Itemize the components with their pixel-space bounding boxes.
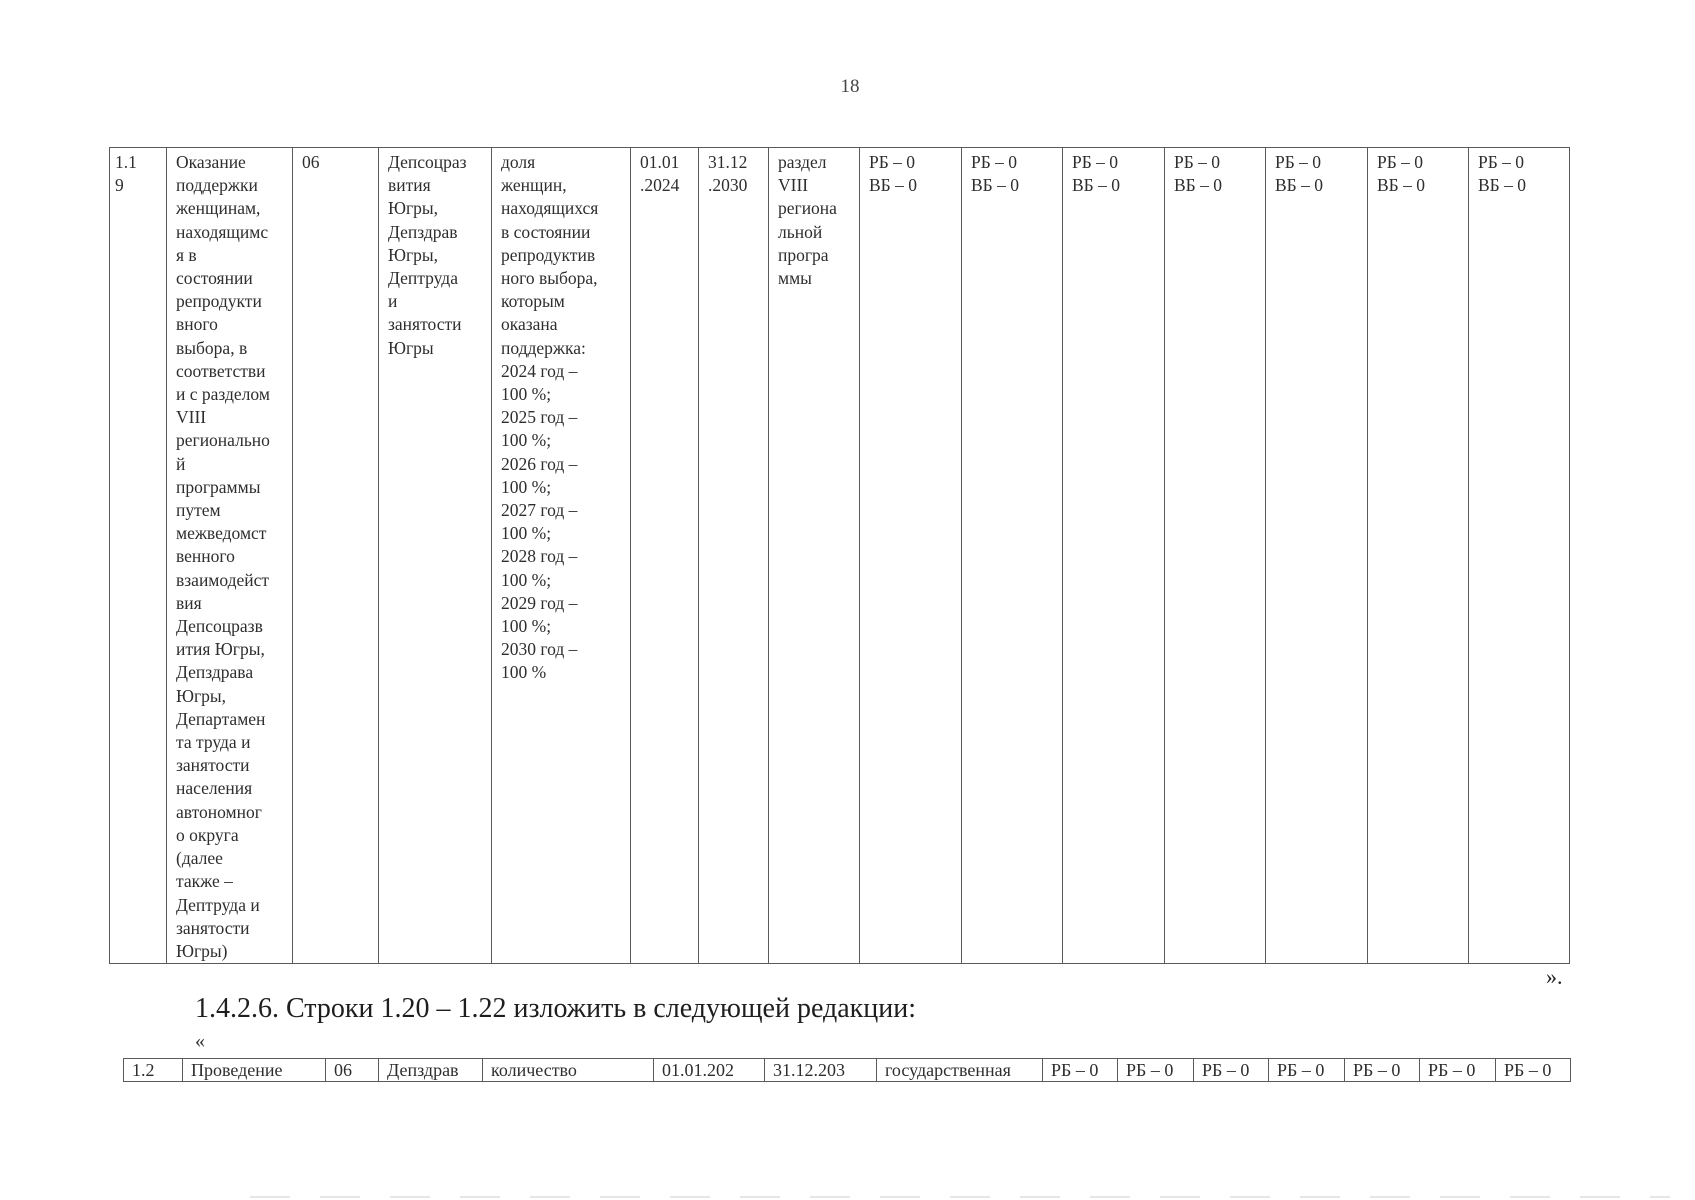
cell-line: которым <box>501 291 565 312</box>
cell-line: ития Югры, <box>176 639 265 660</box>
cell-row-number <box>110 148 167 964</box>
amended-rows-table <box>123 1058 1571 1082</box>
cell-line: РБ – 0 <box>1072 152 1119 172</box>
cell-line: взаимодейст <box>176 569 270 590</box>
cell-line: ВБ – 0 <box>971 175 1019 196</box>
cell-line: 100 %; <box>501 569 552 590</box>
cell-line: Депсоцразв <box>176 616 263 637</box>
cell-funding <box>1368 148 1469 964</box>
cell-line: 2028 год – <box>501 546 578 567</box>
cell-line: 100 % <box>501 662 547 683</box>
cell-indicator <box>492 148 631 964</box>
cell-line: Югры) <box>176 940 228 961</box>
cell-line: также – <box>176 871 233 892</box>
cell-line: находящимс <box>176 221 269 242</box>
cell-line: Югры, <box>176 685 227 706</box>
cell-funding <box>1165 148 1266 964</box>
opening-quote: « <box>195 1030 205 1052</box>
cell-line: поддержки <box>176 175 258 196</box>
amendment-instruction: 1.4.2.6. Строки 1.20 – 1.22 изложить в следующей редакции: <box>195 993 917 1024</box>
cell-line: 01.01 <box>640 152 680 172</box>
cell-funding <box>1266 148 1368 964</box>
cell-funding <box>1063 148 1165 964</box>
cell-line: занятости <box>176 917 250 938</box>
cell-line: состоянии <box>176 268 253 289</box>
cell-line: Депздрава <box>176 662 254 683</box>
cell-line: ВБ – 0 <box>1377 175 1425 196</box>
cell-row-number: 1.2 <box>124 1059 183 1082</box>
cell-line: репродукти <box>176 291 262 312</box>
cell-line: Департамен <box>176 708 266 729</box>
cell-line: 100 %; <box>501 476 552 497</box>
cell-line: ммы <box>778 268 812 289</box>
cell-line: програ <box>778 244 829 265</box>
cell-line: РБ – 0 <box>1174 152 1221 172</box>
program-table <box>109 147 1570 964</box>
cell-code: 06 <box>326 1059 379 1082</box>
cell-activity-name <box>167 148 293 964</box>
cell-line: автономног <box>176 801 262 822</box>
cell-line: выбора, в <box>176 337 248 358</box>
cell-line: 1.1 <box>115 152 137 172</box>
cell-funding: РБ – 0 <box>1269 1059 1345 1082</box>
cell-line: 06 <box>302 152 320 172</box>
cell-line: вития <box>388 175 431 196</box>
cell-line: ВБ – 0 <box>1072 175 1120 196</box>
cell-line: ВБ – 0 <box>1478 175 1526 196</box>
cell-line: межведомст <box>176 523 267 544</box>
cell-document: государственная <box>877 1059 1043 1082</box>
table-row <box>110 148 1570 964</box>
cell-line: программы <box>176 476 261 497</box>
cell-line: в состоянии <box>501 221 591 242</box>
cell-line: 2029 год – <box>501 592 578 613</box>
cell-funding: РБ – 0 <box>1043 1059 1118 1082</box>
cell-funding <box>1469 148 1570 964</box>
cell-line: 100 %; <box>501 430 552 451</box>
cell-funding: РБ – 0 <box>1420 1059 1496 1082</box>
cell-line: 100 %; <box>501 616 552 637</box>
cell-funding: РБ – 0 <box>1345 1059 1420 1082</box>
cell-end-date <box>699 148 769 964</box>
cell-line: РБ – 0 <box>869 152 916 172</box>
cell-line: венного <box>176 546 235 567</box>
cell-line: женщинам, <box>176 198 261 219</box>
cell-line: доля <box>501 152 536 172</box>
cell-responsible: Депздрав <box>379 1059 483 1082</box>
page-number: 18 <box>840 76 860 97</box>
cell-line: и <box>388 291 398 312</box>
cell-line: Оказание <box>176 152 246 172</box>
cell-line: Югры <box>388 337 434 358</box>
cell-line: 100 %; <box>501 523 552 544</box>
cell-line: 2030 год – <box>501 639 578 660</box>
cell-funding: РБ – 0 <box>1194 1059 1269 1082</box>
cell-line: оказана <box>501 314 558 335</box>
cell-line: й <box>176 453 186 474</box>
cell-line: Депсоцраз <box>388 152 467 172</box>
cell-line: 9 <box>115 175 124 196</box>
cell-line: та труда и <box>176 732 251 753</box>
cell-line: РБ – 0 <box>1377 152 1424 172</box>
cell-line: региона <box>778 198 837 219</box>
cell-line: вия <box>176 592 202 613</box>
cell-line: РБ – 0 <box>971 152 1018 172</box>
cell-line: 2026 год – <box>501 453 578 474</box>
cell-funding <box>860 148 962 964</box>
cell-line: поддержка: <box>501 337 586 358</box>
cell-line: я в <box>176 244 197 265</box>
scan-noise-strip <box>250 1196 1670 1198</box>
cell-line: 2027 год – <box>501 500 578 521</box>
cell-line: о округа <box>176 824 239 845</box>
cell-line: регионально <box>176 430 270 451</box>
cell-line: женщин, <box>501 175 567 196</box>
cell-start-date: 01.01.202 <box>654 1059 765 1082</box>
cell-line: РБ – 0 <box>1275 152 1322 172</box>
cell-funding: РБ – 0 <box>1118 1059 1194 1082</box>
cell-line: занятости <box>388 314 462 335</box>
cell-start-date <box>631 148 699 964</box>
cell-line: льной <box>778 221 823 242</box>
cell-line: ВБ – 0 <box>1174 175 1222 196</box>
cell-line: ного выбора, <box>501 268 598 289</box>
cell-indicator: количество <box>483 1059 654 1082</box>
cell-funding: РБ – 0 <box>1496 1059 1571 1082</box>
cell-line: путем <box>176 500 221 521</box>
cell-line: вного <box>176 314 218 335</box>
cell-line: VIII <box>778 175 809 196</box>
cell-line: Югры, <box>388 198 439 219</box>
cell-line: Дептруда <box>388 268 458 289</box>
cell-line: 31.12 <box>708 152 748 172</box>
cell-code <box>293 148 379 964</box>
cell-activity-name: Проведение <box>183 1059 326 1082</box>
cell-line: 2025 год – <box>501 407 578 428</box>
cell-line: Депздрав <box>388 221 458 242</box>
cell-line: РБ – 0 <box>1478 152 1525 172</box>
cell-line: ВБ – 0 <box>869 175 917 196</box>
cell-line: (далее <box>176 848 223 869</box>
cell-line: .2024 <box>640 175 680 196</box>
cell-funding <box>962 148 1063 964</box>
cell-line: занятости <box>176 755 250 776</box>
cell-document <box>769 148 860 964</box>
cell-line: населения <box>176 778 253 799</box>
cell-line: и с разделом <box>176 384 270 405</box>
cell-line: раздел <box>778 152 827 172</box>
cell-line: ВБ – 0 <box>1275 175 1323 196</box>
cell-line: 2024 год – <box>501 360 578 381</box>
cell-end-date: 31.12.203 <box>765 1059 877 1082</box>
cell-line: находящихся <box>501 198 599 219</box>
cell-line: соответстви <box>176 360 266 381</box>
cell-responsible <box>379 148 492 964</box>
cell-line: Югры, <box>388 244 439 265</box>
cell-line: 100 %; <box>501 384 552 405</box>
closing-quote: ». <box>1546 964 1563 989</box>
cell-line: .2030 <box>708 175 748 196</box>
cell-line: VIII <box>176 407 207 428</box>
cell-line: репродуктив <box>501 244 596 265</box>
table-row <box>124 1059 1571 1082</box>
cell-line: Дептруда и <box>176 894 260 915</box>
